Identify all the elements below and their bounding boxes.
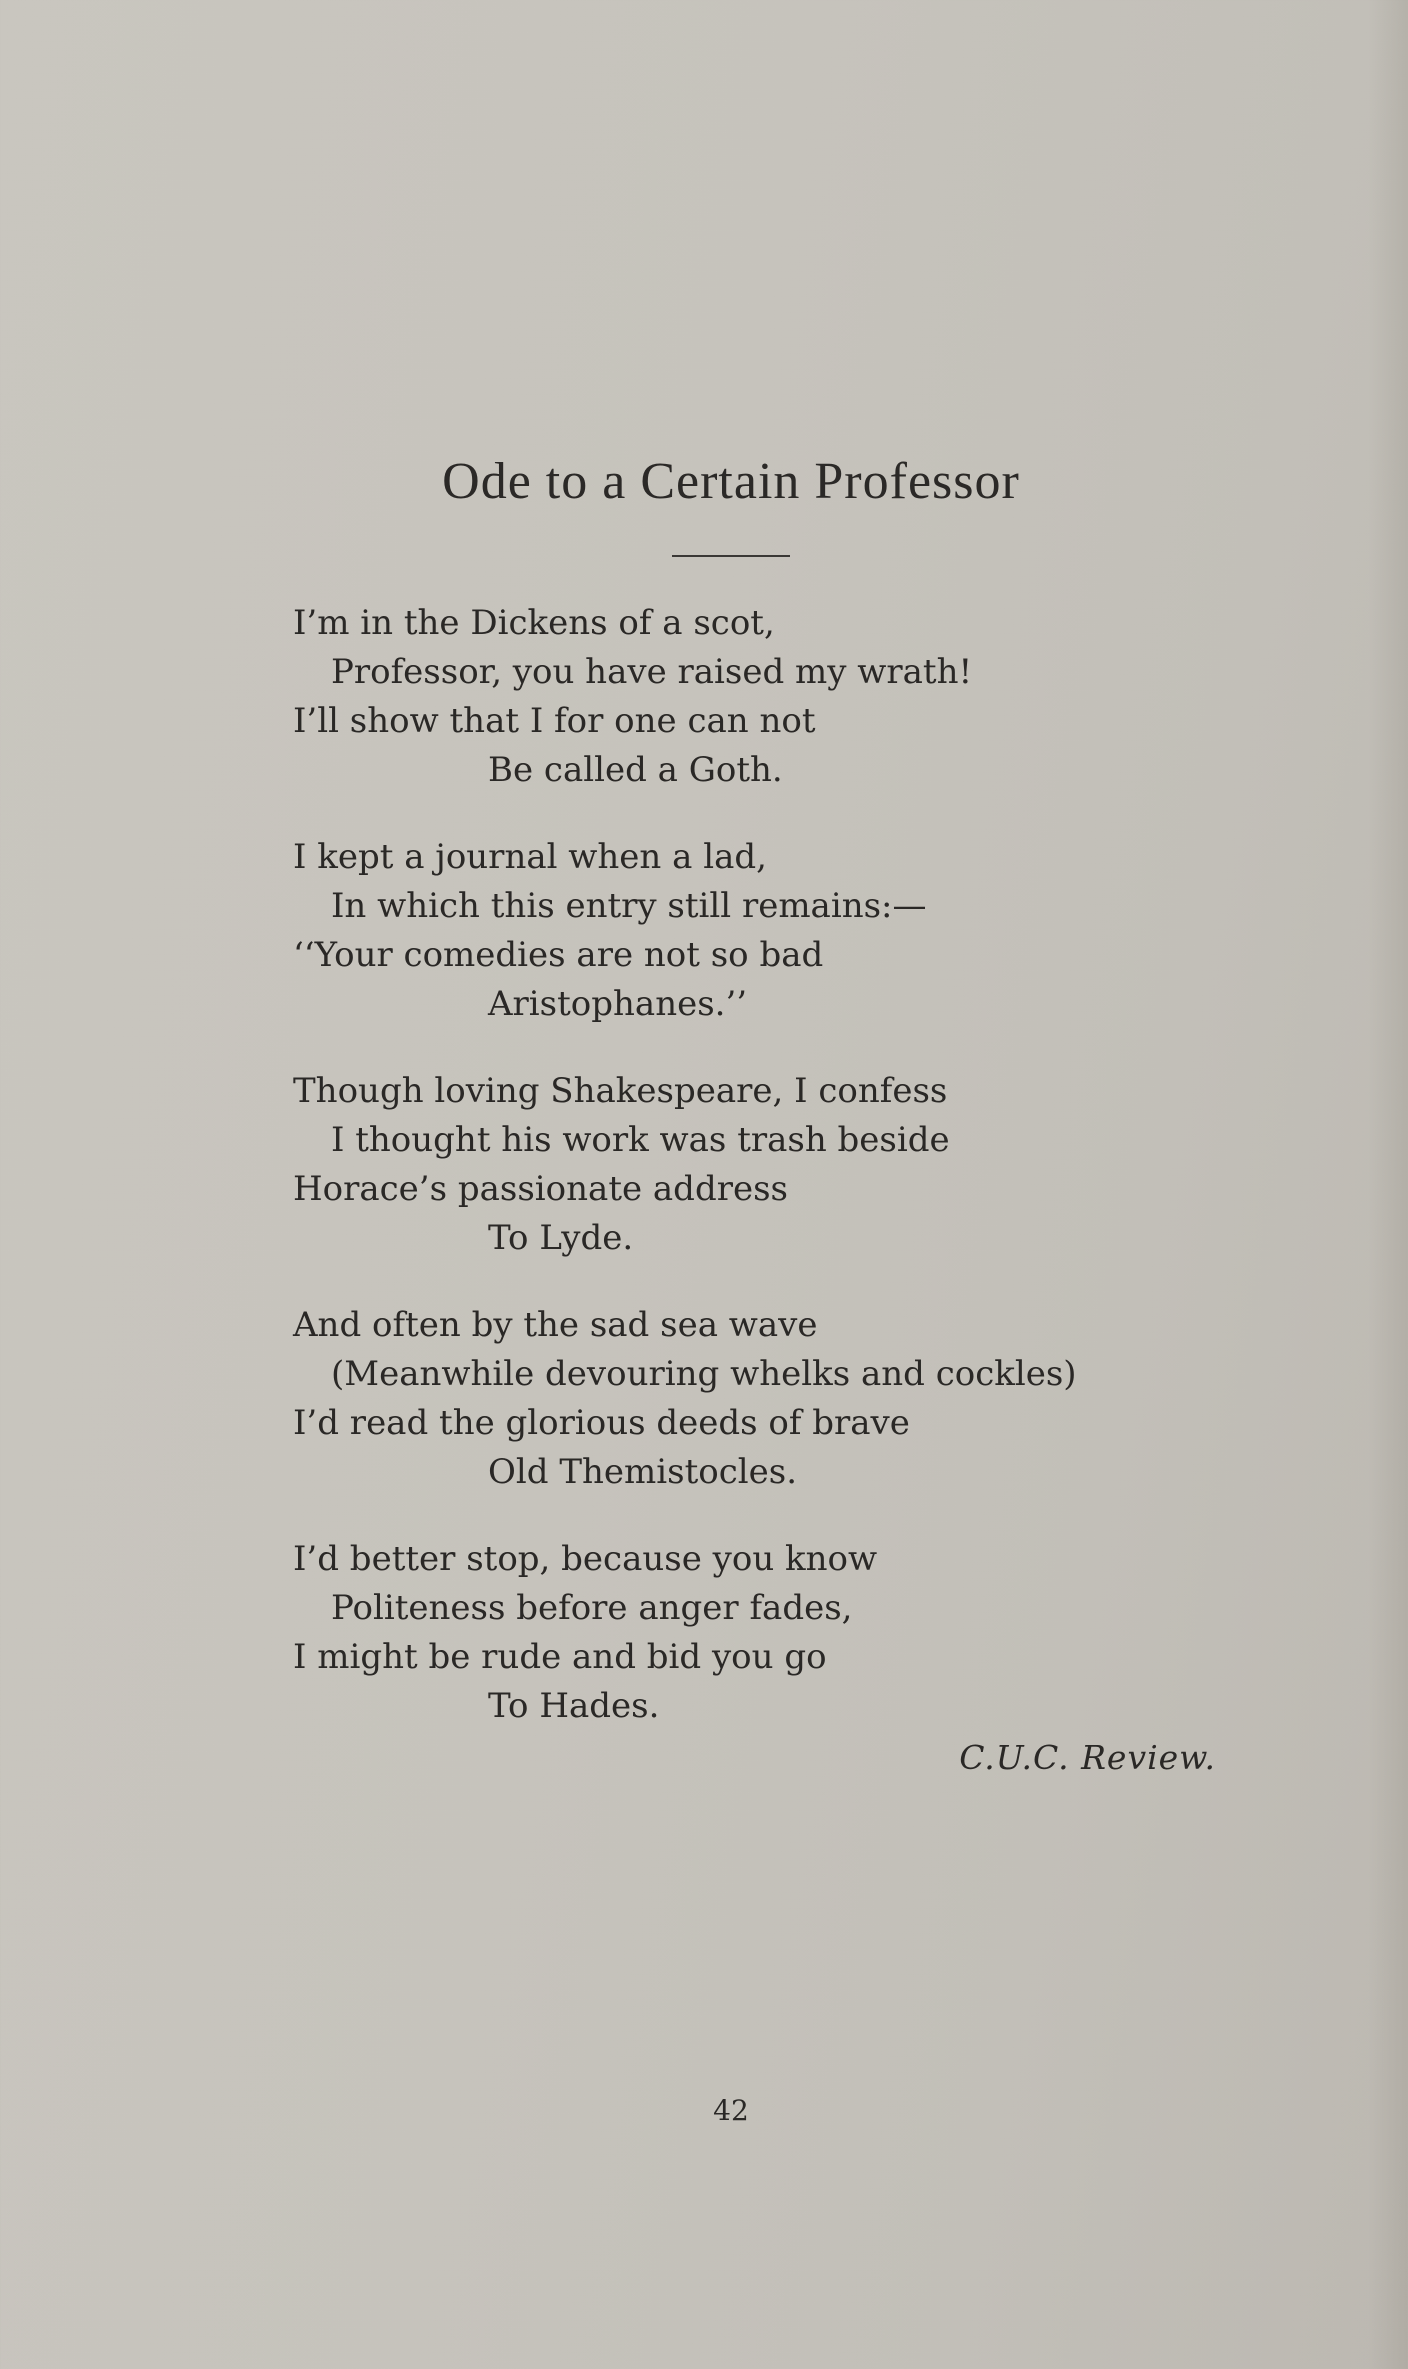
poem-line: I’d better stop, because you know bbox=[293, 1539, 878, 1579]
poem-line: ‘‘Your comedies are not so bad bbox=[293, 935, 824, 975]
poem-line: I might be rude and bid you go bbox=[293, 1637, 827, 1677]
poem-title: Ode to a Certain Professor bbox=[442, 453, 1020, 510]
poem-body bbox=[293, 599, 1293, 1769]
poem-line: To Hades. bbox=[488, 1686, 660, 1726]
page-edge-shadow bbox=[1368, 0, 1408, 2369]
poem-line: Be called a Goth. bbox=[488, 750, 783, 790]
poem-line: I’m in the Dickens of a scot, bbox=[293, 603, 775, 643]
poem-line: Politeness before anger fades, bbox=[331, 1588, 853, 1628]
title-rule bbox=[672, 555, 790, 557]
poem-line: (Meanwhile devouring whelks and cockles) bbox=[331, 1354, 1077, 1394]
stanza-3 bbox=[293, 1067, 1293, 1263]
poem-line: Though loving Shakespeare, I confess bbox=[293, 1071, 948, 1111]
poem-line: To Lyde. bbox=[488, 1218, 634, 1258]
stanza-1 bbox=[293, 599, 1293, 795]
source-attribution: C.U.C. Review. bbox=[959, 1738, 1216, 1777]
stanza-5 bbox=[293, 1535, 1293, 1731]
page-number: 42 bbox=[713, 2094, 749, 2127]
stanza-4 bbox=[293, 1301, 1293, 1497]
poem-line: Aristophanes.’’ bbox=[488, 984, 748, 1024]
poem-line: I thought his work was trash beside bbox=[331, 1120, 950, 1160]
poem-line: In which this entry still remains:— bbox=[331, 886, 927, 926]
poem-line: I’d read the glorious deeds of brave bbox=[293, 1403, 910, 1443]
poem-line: And often by the sad sea wave bbox=[293, 1305, 818, 1345]
poem-line: Horace’s passionate address bbox=[293, 1169, 788, 1209]
poem-line: Old Themistocles. bbox=[488, 1452, 798, 1492]
poem-line: Professor, you have raised my wrath! bbox=[331, 652, 973, 692]
stanza-2 bbox=[293, 833, 1293, 1029]
poem-line: I kept a journal when a lad, bbox=[293, 837, 767, 877]
poem-line: I’ll show that I for one can not bbox=[293, 701, 816, 741]
